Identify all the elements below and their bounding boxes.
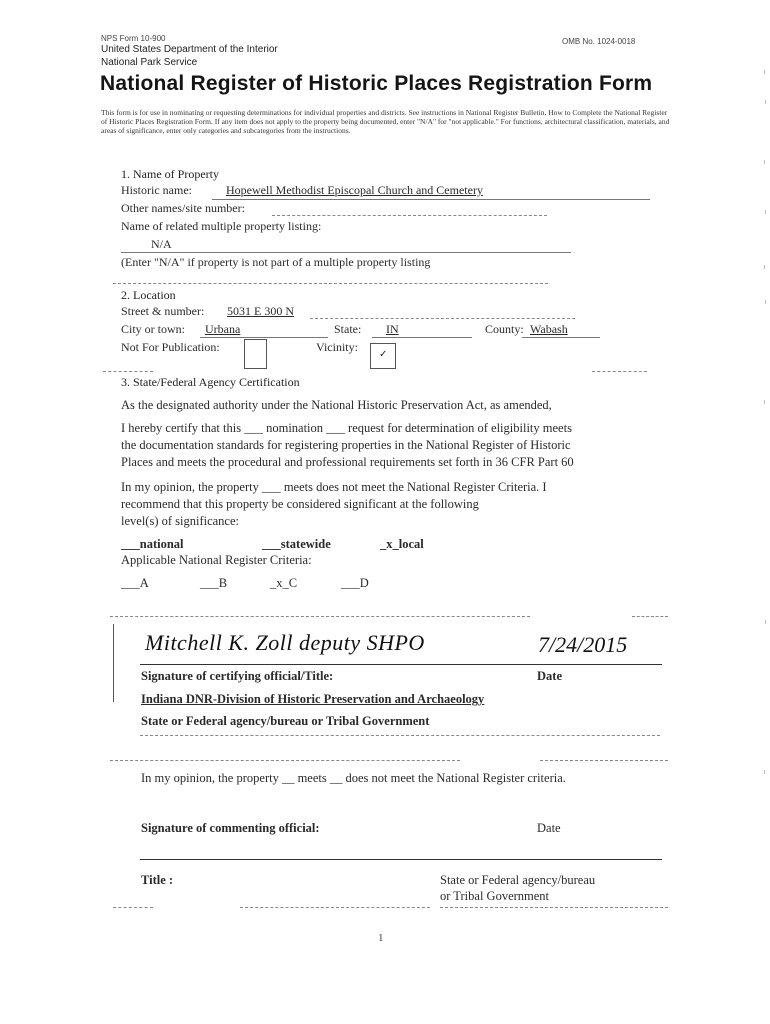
opinion-line-2: recommend that this property be considered significant at the following	[121, 497, 479, 511]
related-listing-value: N/A	[151, 237, 172, 251]
footer-line-c	[440, 907, 668, 908]
historic-name-value: Hopewell Methodist Episcopal Church and Cemetery	[226, 183, 483, 197]
commenting-agency-label-1: State or Federal agency/bureau	[440, 873, 596, 887]
historic-name-label: Historic name:	[121, 183, 192, 197]
state-label: State:	[334, 322, 362, 336]
commenting-agency-label-2: or Tribal Government	[440, 889, 550, 903]
check-mark-icon: ✓	[379, 349, 388, 360]
scan-speck	[764, 70, 765, 74]
related-listing-line	[121, 252, 571, 253]
section-divider-4b	[540, 760, 668, 761]
certify-line-1: I hereby certify that this ___ nomination ___ request for determination of eligibility meets	[121, 421, 572, 435]
section-divider-3b	[632, 616, 668, 617]
county-line	[522, 337, 600, 338]
city-line	[200, 337, 328, 338]
county-label: County:	[485, 322, 524, 336]
scan-speck	[764, 265, 765, 269]
street-value: 5031 E 300 N	[227, 304, 294, 318]
agency-line	[140, 735, 660, 736]
department: United States Department of the Interior	[101, 44, 278, 55]
section-divider-2a	[103, 371, 153, 372]
city-label: City or town:	[121, 322, 186, 336]
page-title: National Register of Historic Places Registration Form	[100, 72, 653, 95]
criteria-d: ___D	[341, 576, 369, 590]
section-divider-2b	[592, 371, 647, 372]
signature-line	[140, 664, 662, 665]
section-divider-1	[113, 283, 548, 284]
not-for-publication-checkbox[interactable]	[244, 339, 267, 369]
street-label: Street & number:	[121, 304, 205, 318]
footer-line-b	[240, 907, 430, 908]
scan-speck	[765, 620, 766, 624]
section-divider-4a	[110, 760, 460, 761]
certify-line-3: Places and meets the procedural and professional requirements set forth in 36 CFR Part 60	[121, 455, 574, 469]
criteria-label: Applicable National Register Criteria:	[121, 553, 312, 567]
scan-speck	[764, 400, 765, 404]
related-listing-label: Name of related multiple property listing:	[121, 219, 322, 233]
other-names-line	[272, 215, 547, 216]
level-local: _x_local	[380, 537, 424, 551]
agency-name: Indiana DNR-Division of Historic Preservation and Archaeology	[141, 692, 485, 706]
criteria-c: _x_C	[270, 576, 298, 590]
agency-label: State or Federal agency/bureau or Tribal Government	[141, 714, 430, 728]
level-national: ___national	[121, 537, 184, 551]
scan-speck	[764, 160, 765, 164]
title-label: Title :	[141, 873, 174, 887]
section-divider-3a	[110, 616, 530, 617]
level-statewide: ___statewide	[262, 537, 331, 551]
opinion-line-1: In my opinion, the property ___ meets does not meet the National Register Criteria. I	[121, 480, 547, 494]
signature-date-label: Date	[537, 669, 562, 683]
commenting-signature-line	[140, 859, 662, 860]
footer-line-a	[113, 907, 153, 908]
omb-number: OMB No. 1024-0018	[562, 37, 636, 46]
service: National Park Service	[101, 57, 198, 68]
authority-statement: As the designated authority under the National Historic Preservation Act, as amended,	[121, 398, 552, 412]
vicinity-label: Vicinity:	[316, 340, 358, 354]
certify-line-2: the documentation standards for registering properties in the National Register of Historic	[121, 438, 571, 452]
scan-speck	[764, 770, 765, 774]
scan-speck	[765, 210, 766, 214]
historic-name-line	[212, 199, 650, 200]
state-line	[372, 337, 472, 338]
county-value: Wabash	[530, 322, 568, 336]
section-1-heading: 1. Name of Property	[121, 167, 219, 181]
intro-text: This form is for use in nominating or requesting determinations for individual properties and districts. See instructions in National Register Bulletin, How to Complete the National Register of Historic Places Registration Form. If any item does not apply to the property being documented, enter "N/A" for "not applicable." For functions, architectural classification, materials, and areas of significance, enter only categories and subcategories from the instructions.	[101, 108, 670, 135]
state-value: IN	[386, 322, 399, 336]
not-for-publication-label: Not For Publication:	[121, 340, 220, 354]
opinion-line-3: level(s) of significance:	[121, 514, 240, 528]
scan-speck	[765, 100, 766, 104]
other-names-label: Other names/site number:	[121, 201, 245, 215]
form-number: NPS Form 10-900	[101, 34, 166, 43]
page-number: 1	[378, 932, 384, 944]
commenting-date-label: Date	[537, 821, 561, 835]
commenting-opinion: In my opinion, the property __ meets __ does not meet the National Register criteria.	[141, 771, 566, 785]
section-2-heading: 2. Location	[121, 288, 176, 302]
commenting-signature-label: Signature of commenting official:	[141, 821, 320, 835]
criteria-b: ___B	[200, 576, 228, 590]
na-note: (Enter "N/A" if property is not part of a multiple property listing	[121, 255, 431, 269]
handwritten-date: 7/24/2015	[538, 632, 628, 657]
street-line	[310, 318, 575, 319]
section-3-heading: 3. State/Federal Agency Certification	[121, 375, 300, 389]
scan-speck	[765, 300, 766, 304]
city-value: Urbana	[205, 322, 241, 336]
handwritten-signature: Mitchell K. Zoll deputy SHPO	[145, 630, 425, 655]
left-border-line	[113, 624, 114, 702]
signature-label: Signature of certifying official/Title:	[141, 669, 334, 683]
vicinity-checkbox[interactable]	[370, 343, 396, 369]
criteria-a: ___A	[121, 576, 149, 590]
